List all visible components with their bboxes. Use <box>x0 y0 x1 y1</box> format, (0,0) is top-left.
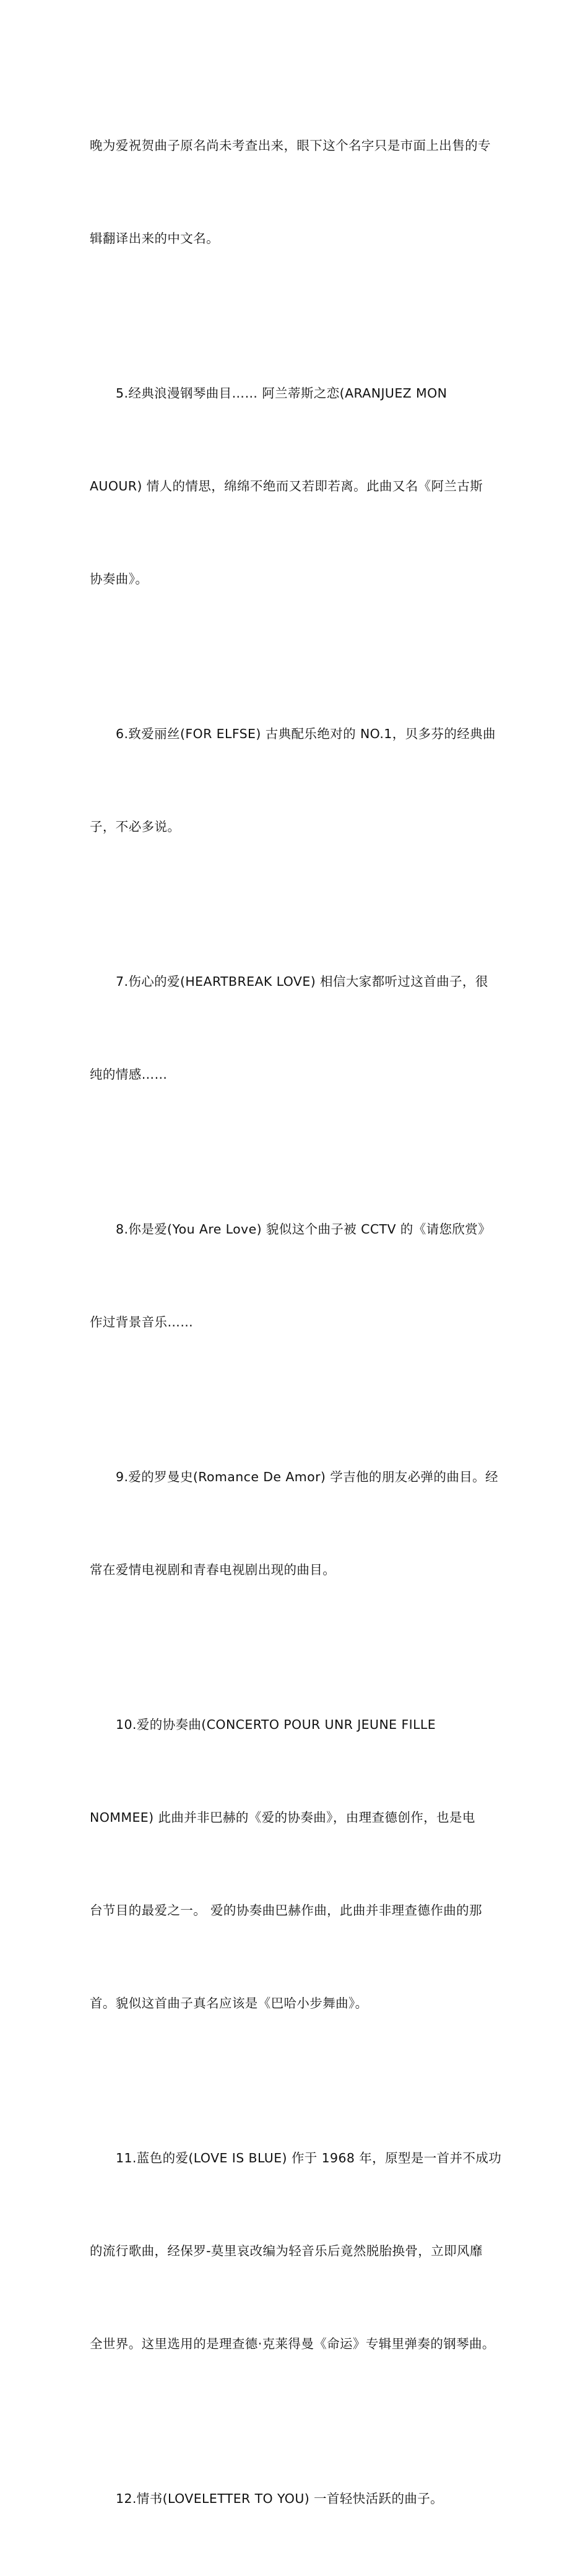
text-line: 纯的情感…… <box>90 1067 168 1082</box>
text-line: 辑翻译出来的中文名。 <box>90 231 219 246</box>
paragraph-intro-continuation <box>90 68 501 316</box>
paragraph-item-10 <box>90 1647 501 2081</box>
text-line: 的流行歌曲，经保罗-莫里哀改编为轻音乐后竟然脱胎换骨，立即风靡 <box>90 2243 483 2258</box>
text-line: 晚为爱祝贺曲子原名尚未考查出来，眼下这个名字只是市面上出售的专 <box>90 138 491 153</box>
text-line: 台节目的最爱之一。 爱的协奏曲巴赫作曲，此曲并非理查德作曲的那 <box>90 1903 482 1918</box>
text-line: 10.爱的协奏曲(CONCERTO POUR UNR JEUNE FILLE <box>116 1717 436 1732</box>
text-line: 7.伤心的爱(HEARTBREAK LOVE) 相信大家都听过这首曲子，很 <box>116 974 488 989</box>
paragraph-item-11 <box>90 2081 501 2421</box>
text-line: 常在爱情电视剧和青春电视剧出现的曲目。 <box>90 1562 336 1577</box>
text-line: 子，不必多说。 <box>90 819 181 834</box>
text-line: 11.蓝色的爱(LOVE IS BLUE) 作于 1968 年，原型是一首并不成功 <box>116 2151 502 2165</box>
text-line: 8.你是爱(You Are Love) 貌似这个曲子被 CCTV 的《请您欣赏》 <box>116 1222 491 1237</box>
text-line: 协奏曲》。 <box>90 572 149 586</box>
paragraph-item-8 <box>90 1152 501 1399</box>
text-line: 6.致爱丽丝(FOR ELFSE) 古典配乐绝对的 NO.1，贝多芬的经典曲 <box>116 726 496 741</box>
paragraph-item-12 <box>90 2421 501 2576</box>
text-line: NOMMEE) 此曲并非巴赫的《爱的协奏曲》，由理查德创作，也是电 <box>90 1810 475 1825</box>
text-line: 5.经典浪漫钢琴曲目…… 阿兰蒂斯之恋(ARANJUEZ MON <box>116 386 447 401</box>
text-line: AUOUR) 情人的情思，绵绵不绝而又若即若离。此曲又名《阿兰古斯 <box>90 479 483 494</box>
text-line: 12.情书(LOVELETTER TO YOU) 一首轻快活跃的曲子。 <box>116 2491 444 2506</box>
text-line: 全世界。这里选用的是理查德·克莱得曼《命运》专辑里弹奏的钢琴曲。 <box>90 2336 495 2351</box>
paragraph-item-9 <box>90 1399 501 1647</box>
paragraph-item-6 <box>90 656 501 904</box>
document-body <box>90 68 501 2576</box>
paragraph-item-7 <box>90 904 501 1152</box>
text-line: 作过背景音乐…… <box>90 1315 194 1329</box>
paragraph-item-5 <box>90 316 501 656</box>
text-line: 首。貌似这首曲子真名应该是《巴哈小步舞曲》。 <box>90 1996 368 2011</box>
text-line: 9.爱的罗曼史(Romance De Amor) 学吉他的朋友必弹的曲目。经 <box>116 1469 498 1484</box>
